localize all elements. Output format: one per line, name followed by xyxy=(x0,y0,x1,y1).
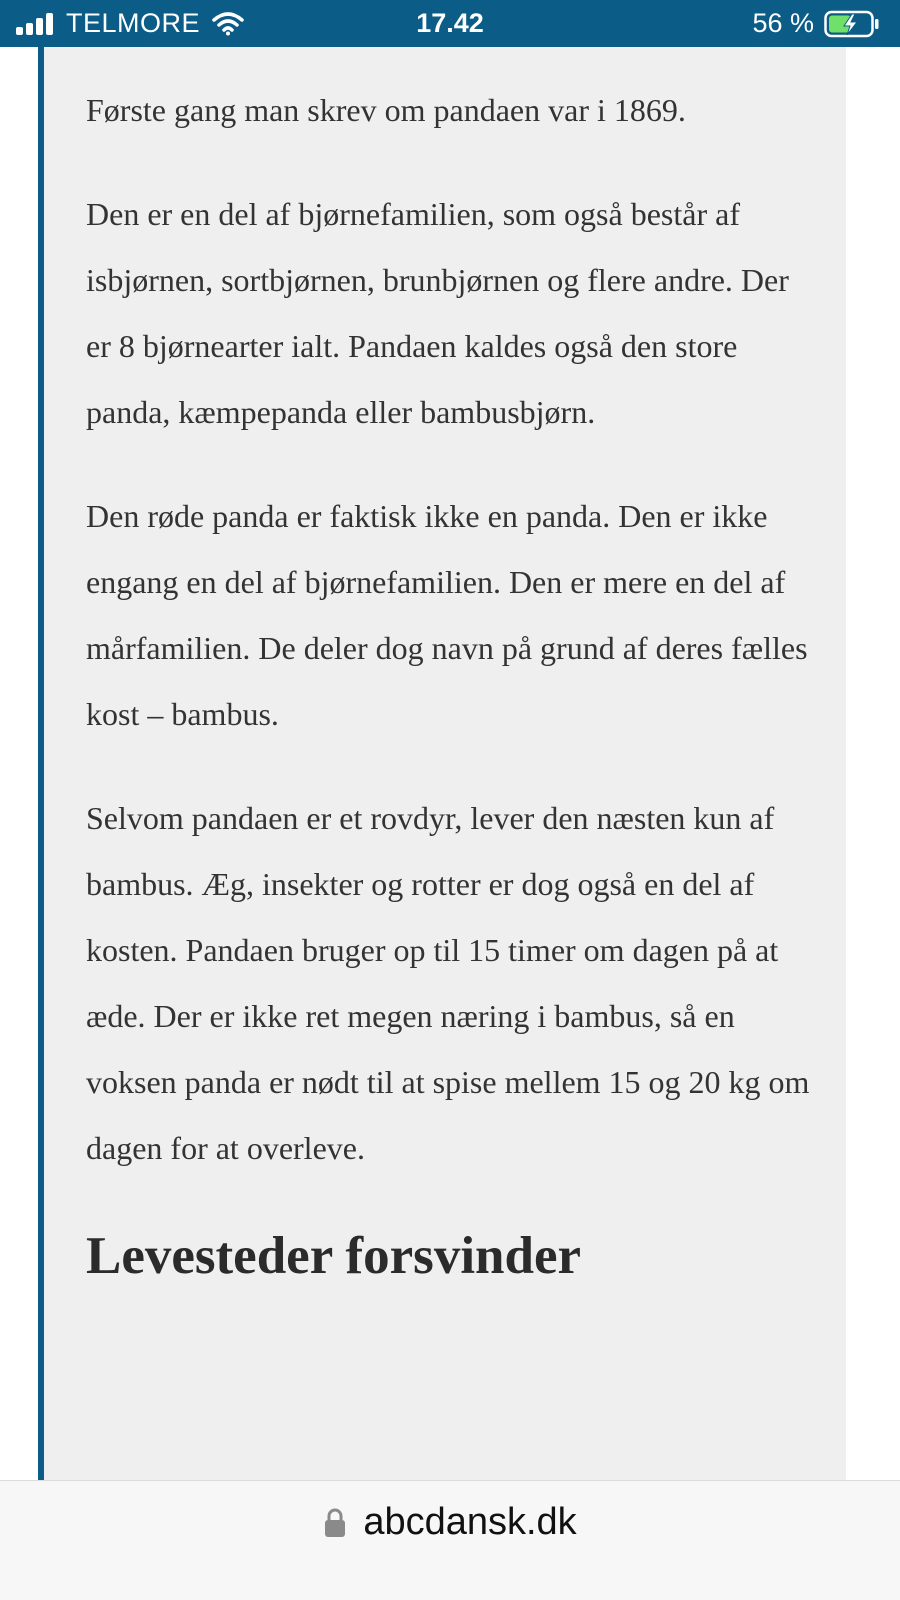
section-heading: Levesteder forsvinder xyxy=(86,1227,582,1285)
article-paragraph: Første gang man skrev om pandaen var i 1869. xyxy=(86,92,686,128)
address-display[interactable] xyxy=(0,1501,900,1544)
battery-charging-icon xyxy=(824,10,880,38)
page-viewport[interactable] xyxy=(0,47,900,1480)
url-text[interactable]: abcdansk.dk xyxy=(363,1501,577,1543)
article-paragraph: Den røde panda er faktisk ikke en panda. Den er ikke engang en del af bjørnefamilien. Den er mere en del af mårfamilien. De deler dog navn på grund af deres fælles kost – bambus. xyxy=(86,498,808,732)
status-time: 17.42 xyxy=(416,8,484,38)
carrier-name: TELMORE xyxy=(66,8,201,38)
status-bar xyxy=(0,0,900,47)
status-right xyxy=(752,8,880,39)
article-panel xyxy=(38,47,846,1480)
article-body xyxy=(86,77,816,1291)
battery-percentage: 56 % xyxy=(752,8,814,38)
lock-icon xyxy=(323,1507,347,1539)
article-paragraph: Selvom pandaen er et rovdyr, lever den næsten kun af bambus. Æg, insekter og rotter er dog også en del af kosten. Pandaen bruger op til 15 timer om dagen på at æde. Der er ikke ret megen næring i bambus, så en voksen panda er nødt til at spise mellem 15 og 20 kg om dagen for at overleve. xyxy=(86,800,810,1166)
browser-address-bar[interactable] xyxy=(0,1480,900,1600)
article-paragraph: Den er en del af bjørnefamilien, som også består af isbjørnen, sortbjørnen, brunbjørnen og flere andre. Der er 8 bjørnearter ialt. Pandaen kaldes også den store panda, kæmpepanda eller bambusbjørn. xyxy=(86,196,789,430)
